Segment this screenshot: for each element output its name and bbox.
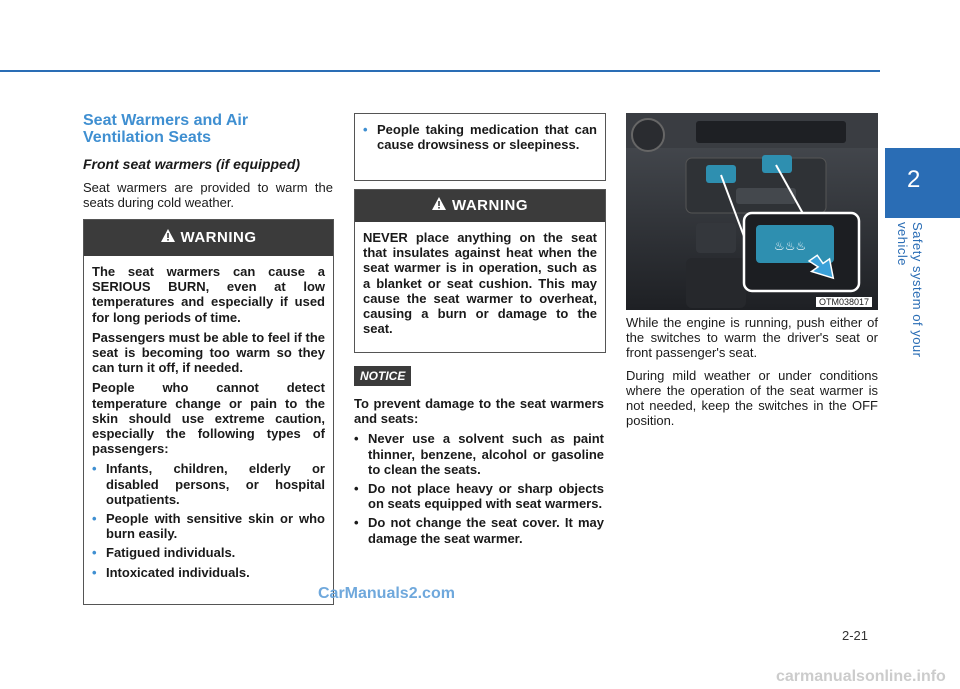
chapter-title-vertical: [895, 222, 925, 402]
warning-paragraph: Passengers must be able to feel if the seat is becoming too warm so they can turn it off, if needed.: [92, 329, 325, 376]
warning-label: WARNING: [452, 197, 528, 214]
warning-box-1: [83, 219, 334, 605]
body-paragraph: While the engine is running, push either of the switches to warm the driver's seat or front passenger's seat.: [626, 315, 878, 360]
chapter-tab: [885, 148, 960, 218]
notice-section: [354, 366, 604, 550]
warning-paragraph: NEVER place anything on the seat that insulates against heat when the seat warmer is in operation, such as a blanket or seat cushion. This may cause the seat warmer to overheat, causing a burn or damage to the seat.: [363, 230, 597, 337]
warning-header: [355, 190, 605, 222]
list-item: • Never use a solvent such as paint thinner, benzene, alcohol or gasoline to clean the seats.: [354, 431, 604, 477]
watermark: CarManuals2.com: [318, 585, 455, 602]
warning-icon: [161, 220, 175, 256]
header-rule: [0, 70, 880, 72]
list-item: • People taking medication that can cause drowsiness or sleepiness.: [363, 122, 597, 152]
warning-box-continued: [354, 113, 606, 181]
intro-text: Seat warmers are provided to warm the seats during cold weather.: [83, 180, 333, 210]
watermark-bottom: carmanualsonline.info: [776, 668, 946, 685]
column-left: [83, 112, 333, 210]
chapter-number: 2: [907, 166, 921, 193]
warning-label: WARNING: [180, 229, 257, 246]
warning-icon: [432, 190, 446, 222]
warning-box-2: [354, 189, 606, 353]
warning-paragraph: People who cannot detect temperature change or pain to the skin should use extreme caution, especially the following types of passengers:: [92, 380, 325, 457]
section-title: Seat Warmers and Air Ventilation Seats: [83, 112, 249, 146]
column-right: [626, 315, 878, 428]
notice-intro: To prevent damage to the seat warmers and seats:: [354, 396, 604, 427]
list-item: • People with sensitive skin or who burn easily.: [92, 511, 325, 541]
list-item: • Intoxicated individuals.: [92, 565, 325, 580]
list-item: • Fatigued individuals.: [92, 545, 325, 560]
image-caption: OTM038017: [816, 297, 872, 307]
seat-warmer-switch-photo: [626, 113, 878, 310]
list-item: • Infants, children, elderly or disabled persons, or hospital outpatients.: [92, 461, 325, 507]
subsection-title: Front seat warmers (if equipped): [83, 156, 301, 172]
page-number: 2-21: [842, 628, 869, 643]
list-item: • Do not place heavy or sharp objects on seats equipped with seat warmers.: [354, 481, 604, 511]
svg-text:♨♨♨: ♨♨♨: [774, 239, 807, 253]
body-paragraph: During mild weather or under conditions where the operation of the seat warmer is not needed, keep the switches in the OFF position.: [626, 368, 878, 428]
list-item: • Do not change the seat cover. It may damage the seat warmer.: [354, 515, 604, 545]
chapter-title: Safety system of your vehicle: [895, 222, 925, 358]
warning-header: [84, 220, 333, 256]
warning-paragraph: The seat warmers can cause a SERIOUS BURN, even at low temperatures and especially if used for long periods of time.: [92, 264, 325, 325]
notice-badge: NOTICE: [354, 366, 411, 386]
